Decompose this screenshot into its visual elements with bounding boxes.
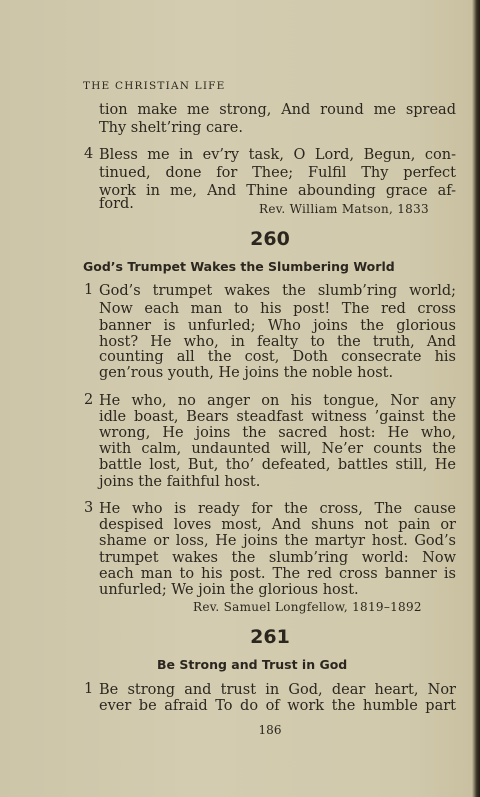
stanza-line: wrong, He joins the sacred host: He who,	[99, 425, 456, 441]
book-spine-shadow	[472, 0, 480, 797]
stanza-line: Be strong and trust in God, dear heart, Nor	[99, 682, 456, 698]
stanza-line: shame or loss, He joins the martyr host. God’s	[99, 533, 456, 549]
stanza-line: He who, no anger on his tongue, Nor any	[99, 393, 456, 409]
stanza-number: 3	[84, 500, 94, 516]
stanza-line: unfurled; We join the glorious host.	[99, 582, 359, 598]
stanza-line: battle lost, But, tho’ defeated, battles still, He	[99, 457, 456, 473]
stanza-line: gen’rous youth, He joins the noble host.	[99, 365, 394, 381]
stanza-line: ever be afraid To do of work the humble part	[99, 698, 456, 714]
stanza-line: trumpet wakes the slumb’ring world: Now	[99, 550, 456, 566]
hymn-title: Be Strong and Trust in God	[157, 657, 348, 672]
stanza-line: host? He who, in fealty to the truth, And	[99, 334, 456, 350]
stanza-line: God’s trumpet wakes the slumb’ring world;	[99, 283, 456, 299]
stanza-number: 2	[84, 392, 94, 408]
stanza-line: Now each man to his post! The red cross	[99, 301, 456, 317]
hymn-number: 261	[250, 626, 290, 648]
running-header: THE CHRISTIAN LIFE	[83, 80, 226, 92]
stanza-line: idle boast, Bears steadfast witness ’gainst the	[99, 409, 456, 425]
stanza-line: ford.	[99, 196, 134, 212]
author-credit: Rev. Samuel Longfellow, 1819–1892	[193, 600, 422, 614]
stanza-number: 1	[84, 282, 94, 298]
stanza-line: tinued, done for Thee; Fulfil Thy perfect	[99, 165, 456, 181]
stanza-line: Bless me in ev’ry task, O Lord, Begun, con-	[99, 147, 456, 163]
stanza-number: 1	[84, 681, 94, 697]
stanza-line: joins the faithful host.	[99, 474, 261, 490]
stanza-line: counting all the cost, Doth consecrate his	[99, 349, 456, 365]
stanza-line: work in me, And Thine abounding grace af-	[99, 183, 456, 199]
stanza-line: despised loves most, And shuns not pain or	[99, 517, 456, 533]
stanza-line: tion make me strong, And round me spread	[99, 102, 456, 118]
stanza-line: banner is unfurled; Who joins the glorious	[99, 318, 456, 334]
stanza-number: 4	[84, 146, 94, 162]
stanza-line: He who is ready for the cross, The cause	[99, 501, 456, 517]
stanza-line: each man to his post. The red cross banner is	[99, 566, 456, 582]
hymn-title: God’s Trumpet Wakes the Slumbering World	[83, 259, 395, 274]
stanza-line: Thy shelt’ring care.	[99, 120, 243, 136]
author-credit: Rev. William Matson, 1833	[259, 202, 429, 216]
hymn-number: 260	[250, 228, 290, 250]
page-number: 186	[258, 723, 282, 737]
stanza-line: with calm, undaunted will, Ne’er counts the	[99, 441, 456, 457]
